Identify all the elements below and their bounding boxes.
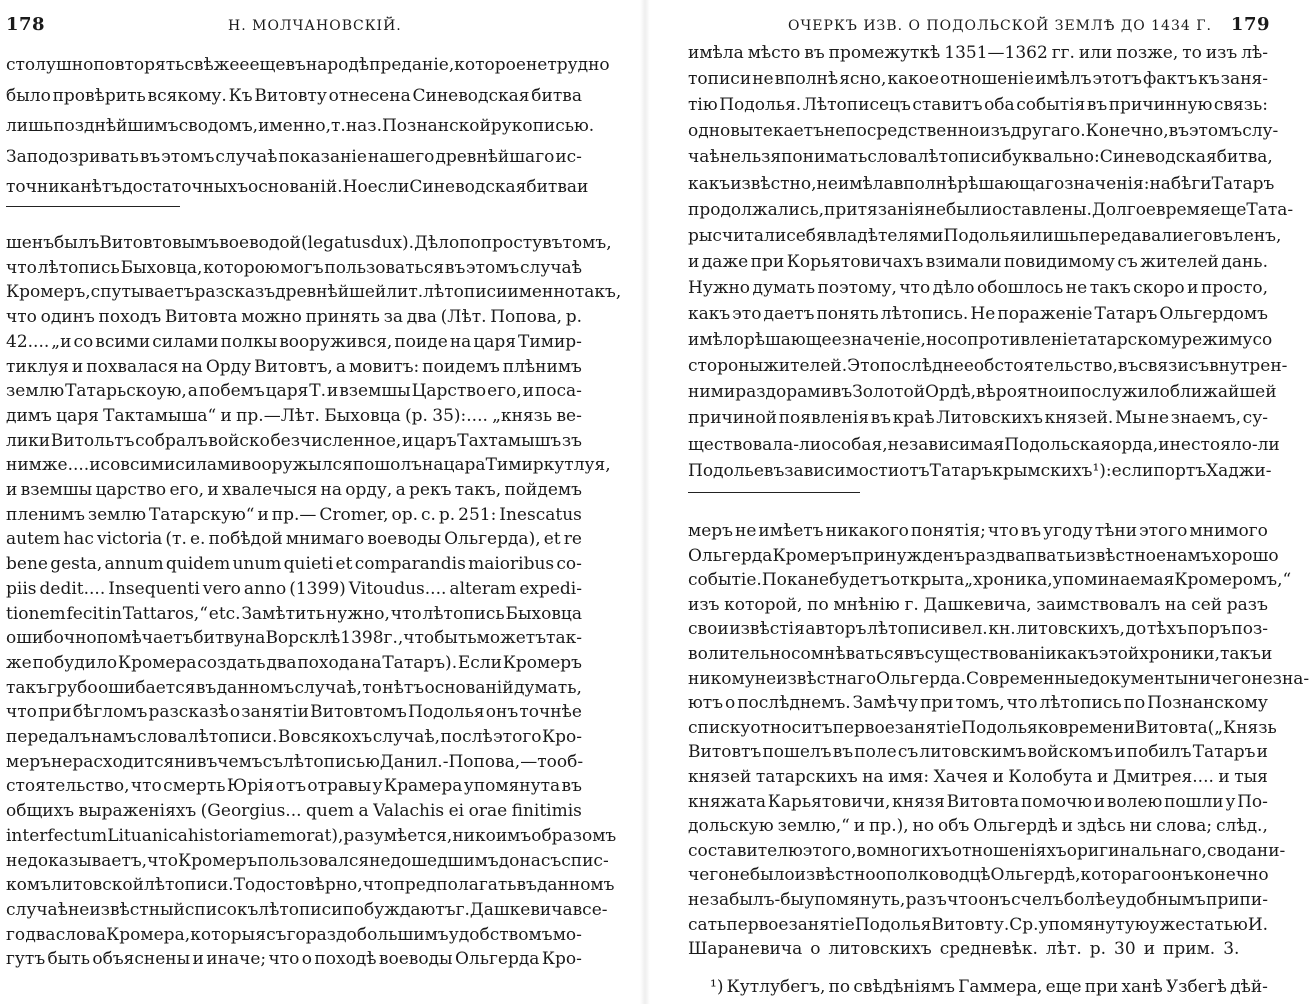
- text-line: волительно сомнѣваться въ существованіи какъ этой хроники, такъ и: [688, 644, 1273, 664]
- text-line: Подолье въ зависимости отъ Татаръ крымскихъ ¹): если портъ Хаджи-: [688, 460, 1272, 481]
- text-line: продолжались, притязанія не были оставлены. Долгое время еще Тата-: [688, 199, 1294, 220]
- text-line: землю Татарьскоую, а побемъ царя Т. и вземшы Царство его, и поса-: [6, 381, 582, 402]
- text-line: го два слова Кромера, которыя съ гораздо большимъ удобствомъ мо-: [6, 924, 582, 945]
- text-line: ществовала-ли особая, независимая Подольская орда, и не стояло-ли: [688, 434, 1280, 455]
- text-line: и вземшы царство его, и хвалечыся на орду, а рекъ такъ, пойдемъ: [6, 480, 582, 500]
- text-line: Нужно думать поэтому, что дѣло обошлось не такъ скоро и просто,: [688, 277, 1268, 298]
- text-line: нимже.... и совсими силами вооружылся пошолъ на цара Тимиркутлуя,: [6, 455, 611, 476]
- text-line: одно вытекаетъ непосредственно изъ другаго. Конечно, въ этомъ слу-: [688, 121, 1279, 142]
- left-page-header: [0, 14, 640, 40]
- text-line: Кромеръ, спутываетъ разсказъ древнѣйшей лит. лѣтописи именно такъ,: [6, 282, 622, 303]
- text-line: ры считали себя владѣтелями Подолья и лишь передавали его въ ленъ,: [688, 225, 1282, 246]
- text-line: ютъ о послѣднемъ. Замѣчу при томъ, что лѣтопись по Познанскому: [688, 693, 1268, 714]
- text-line: случаѣ неизвѣстный списокъ лѣтописи побуждаютъ г. Дашкевича все-: [6, 899, 608, 920]
- text-line: Шараневича о литовскихъ средневѣк. лѣт. р. 30 и прим. 3.: [688, 939, 1240, 960]
- text-line: не доказываетъ, что Кромеръ пользовался недошедшимъ до насъ спис-: [6, 850, 609, 871]
- text-line: списку относитъ первое занятіе Подолья ко времени Витовта („Князь: [688, 717, 1277, 738]
- text-line: димъ царя Тактамыша“ и пр.—Лѣт. Быховца (р. 35):.... „князь ве-: [6, 405, 582, 426]
- text-line: общихъ выраженіяхъ (Georgius... quem a Valachis ei orae finitimis: [6, 801, 582, 822]
- footnote-line: ¹) Кутлубегъ, по свѣдѣніямъ Гаммера, еще при ханѣ Узбегѣ дѣй-: [710, 977, 1268, 997]
- left-page: [0, 0, 640, 1004]
- text-line: княжата Карьятовичи, князя Витовта помочю и волею пошли у По-: [688, 791, 1268, 812]
- text-line: Витовтъ пошелъ въ поле съ литовскимъ войскомъ и побилъ Татаръ и: [688, 742, 1268, 763]
- text-line: имѣло рѣшающее значеніе, но сопротивленіе татарскому режиму со: [688, 330, 1273, 351]
- text-line: было провѣрить всякому. Къ Витовту отнесена Синеводская битва: [6, 85, 582, 106]
- page-number: 179: [1230, 14, 1270, 35]
- text-line: не забылъ-бы упомянуть, разъ что онъ счелъ болѣе удобнымъ припи-: [688, 890, 1268, 910]
- footnote-rule: [688, 492, 860, 493]
- text-line: какъ извѣстно, не имѣла вполнѣ рѣшающаго значенія: набѣги Татаръ: [688, 173, 1275, 194]
- right-page-header: [650, 14, 1280, 40]
- text-line: точника нѣтъ достаточныхъ основаній. Но если Синеводская битва и: [6, 177, 589, 197]
- text-line: князей татарскихъ на имя: Хачея и Колобута и Дмитрея.... и тыя: [688, 767, 1268, 787]
- text-line: изъ которой, по мнѣнію г. Дашкевича, заимствовалъ на сей разъ: [688, 594, 1268, 615]
- text-line: тію Подолья. Лѣтописецъ ставитъ оба событія въ причинную связь:: [688, 95, 1268, 116]
- text-line: tionem fecit in Tattaros,“ etc. Замѣтить нужно, что лѣтопись Быховца: [6, 603, 582, 624]
- text-line: сать первое занятіе Подолья Витовту. Ср. упомянутую уже статью И.: [688, 914, 1269, 935]
- text-line: имѣла мѣсто въ промежуткѣ 1351—1362 гг. или позже, то изъ лѣ-: [688, 43, 1268, 63]
- text-line: ошибочно помѣчаетъ битву на Ворсклѣ 1398 г., что быть можетъ так-: [6, 628, 582, 649]
- text-line: пленимъ землю Татарскую“ и пр.— Cromer, op. c. p. 251: Inescatus: [6, 504, 582, 525]
- text-line: лики Витольтъ собралъ войско безчисленное, и царъ Тахтамышъ зъ: [6, 430, 582, 451]
- page-number: 178: [6, 14, 46, 35]
- text-line: Ольгерда Кромеръ принужденъ раздвапвать извѣстное намъ хорошо: [688, 545, 1279, 566]
- text-line: что лѣтопись Быховца, которою могъ пользоваться въ этомъ случаѣ: [6, 257, 582, 278]
- text-line: что одинъ походъ Витовта можно принять за два (Лѣт. Попова, р.: [6, 307, 582, 328]
- text-line: событіе. Пока не будетъ открыта „хроника, упоминаемая Кромеромъ,“: [688, 570, 1292, 591]
- text-line: составителю этого, во многихъ отношеніяхъ оригинальнаго, свода ни-: [688, 840, 1286, 861]
- text-line: передалъ намъ слова лѣтописи. Во всякохъ случаѣ, послѣ этого Кро-: [6, 727, 582, 747]
- text-line: лишь позднѣйшимъ сводомъ, именно, т. наз. Познанской рукописью.: [6, 116, 595, 136]
- text-line: такъ грубо ошибается въ данномъ случаѣ, то нѣтъ основаній думать,: [6, 677, 582, 698]
- footnote-rule: [6, 206, 180, 207]
- running-title: Н. МОЛЧАНОВСКІЙ.: [228, 18, 402, 34]
- text-line: autem hac victoria (т. е. побѣдой мнимаго воеводы Ольгерда), et re: [6, 529, 582, 550]
- text-line: чего не было извѣстно о полководцѣ Ольгердѣ, котораго онъ конечно: [688, 865, 1269, 886]
- text-line: Заподозривать въ этомъ случаѣ показаніе нашего древнѣйшаго ис-: [6, 146, 582, 167]
- text-line: гутъ быть объяснены и иначе; что о походѣ воеводы Ольгерда Кро-: [6, 949, 582, 970]
- text-line: тиклуя и похвалася на Орду Витовтъ, а мовитъ: поидемъ плѣнимъ: [6, 356, 582, 377]
- text-line: меръ не расходится ни въ чемъ съ лѣтописью Данил.-Попова,—то об-: [6, 751, 584, 772]
- text-line: что при бѣгломъ разсказѣ о занятіи Витовтомъ Подолья онъ точнѣе: [6, 702, 582, 723]
- text-line: причиной появленія въ краѣ Литовскихъ князей. Мы не знаемъ, су-: [688, 408, 1268, 429]
- text-line: же побудило Кромера создать два похода на Татаръ). Если Кромеръ: [6, 652, 582, 673]
- text-line: piis dedit.... Insequenti vero anno (1399) Vitoudus.... alteram expedi-: [6, 578, 582, 599]
- text-line: тописи не вполнѣ ясно, какое отношеніе имѣлъ этотъ фактъ къ заня-: [688, 69, 1268, 90]
- text-line: и даже при Корьятовичахъ взимали повидимому съ жителей дань.: [688, 251, 1268, 272]
- text-line: 42.... „и со всими силами полкы вооружився, поиде на царя Тимир-: [6, 331, 582, 352]
- text-line: дольскую землю,“ и пр.), но объ Ольгердѣ и здѣсь ни слова; слѣд.,: [688, 816, 1268, 837]
- right-page: [650, 0, 1309, 1004]
- text-line: комъ литовской лѣтописи. То достовѣрно, что предполагать въ данномъ: [6, 875, 615, 896]
- book-gutter: [640, 0, 650, 1004]
- text-line: ними раздорами въ Золотой Ордѣ, вѣроятно и послужило ближайшей: [688, 382, 1277, 403]
- text-line: interfectum Lituanica historia memorat), разумѣется, никоимъ образомъ: [6, 825, 617, 846]
- text-line: стоятельство, что смерть Юрія отъ отравы у Крамера упомянута въ: [6, 776, 582, 797]
- text-line: шенъ былъ Витовтовымъ воеводой (legatus dux). Дѣло попросту въ томъ,: [6, 233, 612, 253]
- text-line: стороны жителей. Это послѣднее обстоятельство, въ связи съ внутрен-: [688, 356, 1288, 377]
- text-line: bene gesta, annum quidem unum quieti et comparandis maioribus co-: [6, 554, 582, 575]
- text-line: меръ не имѣетъ никакого понятія; что въ угоду тѣни этого мнимого: [688, 521, 1268, 541]
- text-line: какъ это даетъ понять лѣтопись. Не пораженіе Татаръ Ольгердомъ: [688, 304, 1268, 324]
- text-line: чаѣ нельзя понимать слова лѣтописи буквально: Синеводская битва,: [688, 147, 1273, 168]
- text-line: столушно повторять свѣжее еще въ народѣ преданіе, которое нетрудно: [6, 55, 610, 75]
- text-line: свои извѣстія авторъ лѣтописи вел. кн. литовскихъ, до тѣхъ поръ поз-: [688, 619, 1268, 640]
- text-line: никому неизвѣстнаго Ольгерда. Современные документы ничего не зна-: [688, 668, 1309, 689]
- running-title: ОЧЕРКЪ ИЗВ. О ПОДОЛЬСКОЙ ЗЕМЛѢ ДО 1434 Г.: [788, 18, 1212, 34]
